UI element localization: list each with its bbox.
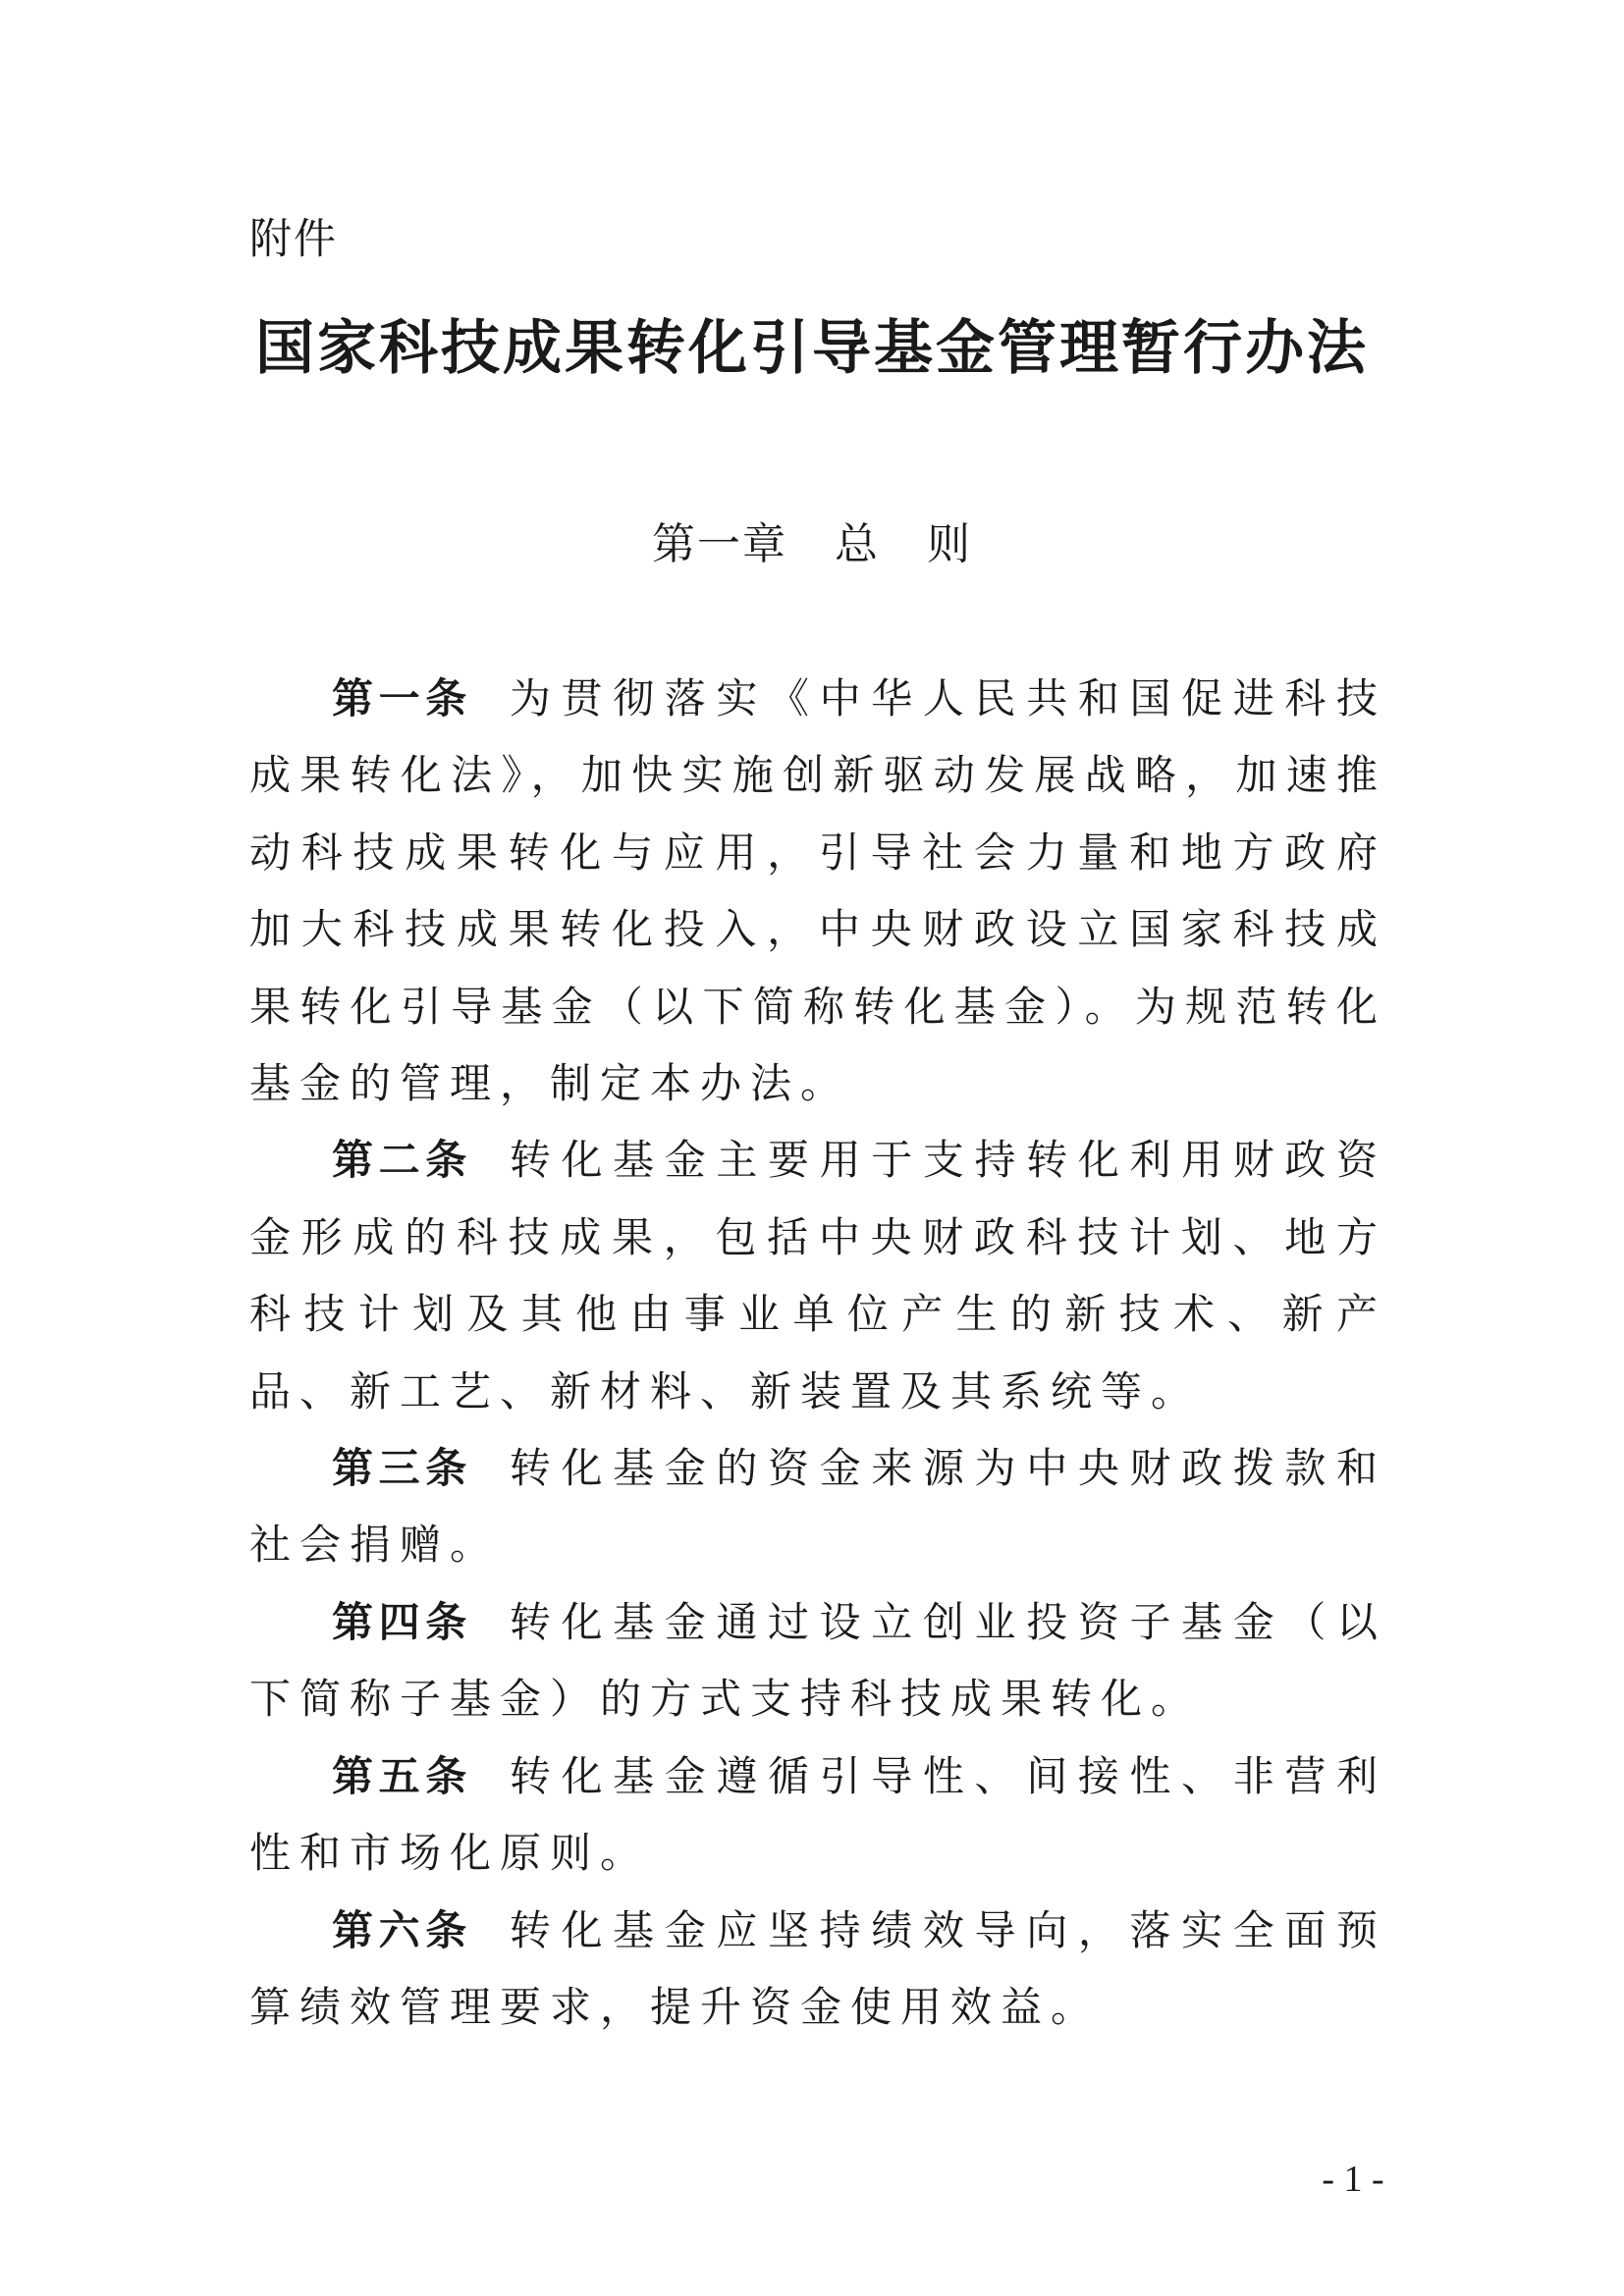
article-number: 第三条 bbox=[332, 1444, 472, 1493]
article-6 bbox=[249, 1893, 1386, 2047]
article-text: 为贯彻落实《中华人民共和国促进科技成果转化法》，加快实施创新驱动发展战略，加速推动科技成果转化与应用，引导社会力量和地方政府加大科技成果转化投入，中央财政设立国家科技成果转化引导基金（以下简称转化基金）。为规范转化基金的管理，制定本办法。 bbox=[249, 674, 1386, 1108]
article-text: 转化基金通过设立创业投资子基金（以下简称子基金）的方式支持科技成果转化。 bbox=[249, 1597, 1386, 1724]
article-number: 第四条 bbox=[332, 1597, 472, 1646]
article-5 bbox=[249, 1738, 1386, 1893]
article-1 bbox=[249, 661, 1386, 1122]
attachment-label: 附件 bbox=[249, 215, 338, 264]
article-text: 转化基金主要用于支持转化利用财政资金形成的科技成果，包括中央财政科技计划、地方科技计划及其他由事业单位产生的新技术、新产品、新工艺、新材料、新装置及其系统等。 bbox=[249, 1136, 1386, 1415]
article-4 bbox=[249, 1584, 1386, 1738]
article-text: 转化基金的资金来源为中央财政拨款和社会捐赠。 bbox=[249, 1444, 1386, 1570]
chapter-heading: 第一章 总 则 bbox=[652, 519, 972, 569]
article-2 bbox=[249, 1122, 1386, 1430]
document-body bbox=[249, 661, 1386, 2046]
article-number: 第一条 bbox=[332, 674, 472, 722]
article-text: 转化基金遵循引导性、间接性、非营利性和市场化原则。 bbox=[249, 1751, 1386, 1878]
article-number: 第二条 bbox=[332, 1136, 472, 1185]
article-text: 转化基金应坚持绩效导向，落实全面预算绩效管理要求，提升资金使用效益。 bbox=[249, 1905, 1386, 2031]
article-number: 第六条 bbox=[332, 1905, 472, 1954]
article-3 bbox=[249, 1430, 1386, 1584]
document-title: 国家科技成果转化引导基金管理暂行办法 bbox=[255, 314, 1369, 383]
article-number: 第五条 bbox=[332, 1751, 472, 1800]
page-number: - 1 - bbox=[1322, 2159, 1384, 2200]
